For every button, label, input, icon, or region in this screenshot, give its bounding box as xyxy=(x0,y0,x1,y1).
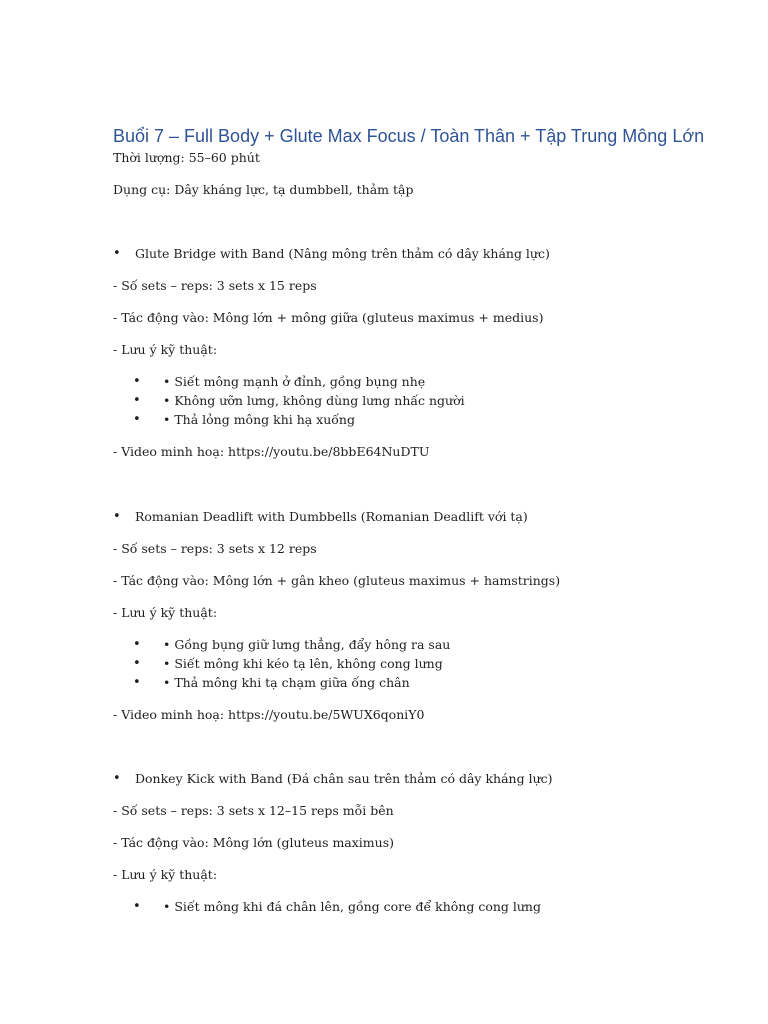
note-text: • Thả lỏng mông khi hạ xuống xyxy=(163,412,355,427)
exercise-3-name: Donkey Kick with Band (Đá chân sau trên thảm có dây kháng lực) xyxy=(135,771,553,786)
bullet-icon: • xyxy=(133,675,141,690)
note-text: • Siết mông khi kéo tạ lên, không cong lưng xyxy=(163,656,443,671)
exercise-2-name: Romanian Deadlift with Dumbbells (Romanian Deadlift với tạ) xyxy=(135,509,528,524)
exercise-2-video: - Video minh hoạ: https://youtu.be/5WUX6qoniY0 xyxy=(113,707,425,722)
duration-text: Thời lượng: 55–60 phút xyxy=(113,150,260,165)
bullet-icon: • xyxy=(133,899,141,914)
note-text: • Siết mông mạnh ở đỉnh, gồng bụng nhẹ xyxy=(163,374,426,389)
exercise-3-sets: - Số sets – reps: 3 sets x 12–15 reps mỗi bên xyxy=(113,803,394,818)
exercise-1-sets: - Số sets – reps: 3 sets x 15 reps xyxy=(113,278,317,293)
exercise-2-notes-label: - Lưu ý kỹ thuật: xyxy=(113,605,218,620)
exercise-1-notes-label: - Lưu ý kỹ thuật: xyxy=(113,342,218,357)
exercise-2-target: - Tác động vào: Mông lớn + gân kheo (gluteus maximus + hamstrings) xyxy=(113,573,561,588)
bullet-icon: • xyxy=(133,656,141,671)
bullet-icon: • xyxy=(133,393,141,408)
exercise-1-name: Glute Bridge with Band (Nâng mông trên thảm có dây kháng lực) xyxy=(135,246,550,261)
bullet-icon: • xyxy=(133,412,141,427)
exercise-3-target: - Tác động vào: Mông lớn (gluteus maximus) xyxy=(113,835,394,850)
exercise-2-sets: - Số sets – reps: 3 sets x 12 reps xyxy=(113,541,317,556)
bullet-icon: • xyxy=(113,771,121,786)
equipment-text: Dụng cụ: Dây kháng lực, tạ dumbbell, thảm tập xyxy=(113,182,414,197)
bullet-icon: • xyxy=(113,509,121,524)
document-title: Buổi 7 – Full Body + Glute Max Focus / Toàn Thân + Tập Trung Mông Lớn xyxy=(113,126,705,146)
note-text: • Gồng bụng giữ lưng thẳng, đẩy hông ra sau xyxy=(163,637,451,652)
exercise-1-target: - Tác động vào: Mông lớn + mông giữa (gluteus maximus + medius) xyxy=(113,310,544,325)
bullet-icon: • xyxy=(133,374,141,389)
bullet-icon: • xyxy=(113,246,121,261)
note-text: • Siết mông khi đá chân lên, gồng core để không cong lưng xyxy=(163,899,541,914)
exercise-1-video: - Video minh hoạ: https://youtu.be/8bbE64NuDTU xyxy=(113,444,430,459)
exercise-3-notes-label: - Lưu ý kỹ thuật: xyxy=(113,867,218,882)
note-text: • Không ưỡn lưng, không dùng lưng nhấc người xyxy=(163,393,465,408)
note-text: • Thả mông khi tạ chạm giữa ống chân xyxy=(163,675,410,690)
bullet-icon: • xyxy=(133,637,141,652)
